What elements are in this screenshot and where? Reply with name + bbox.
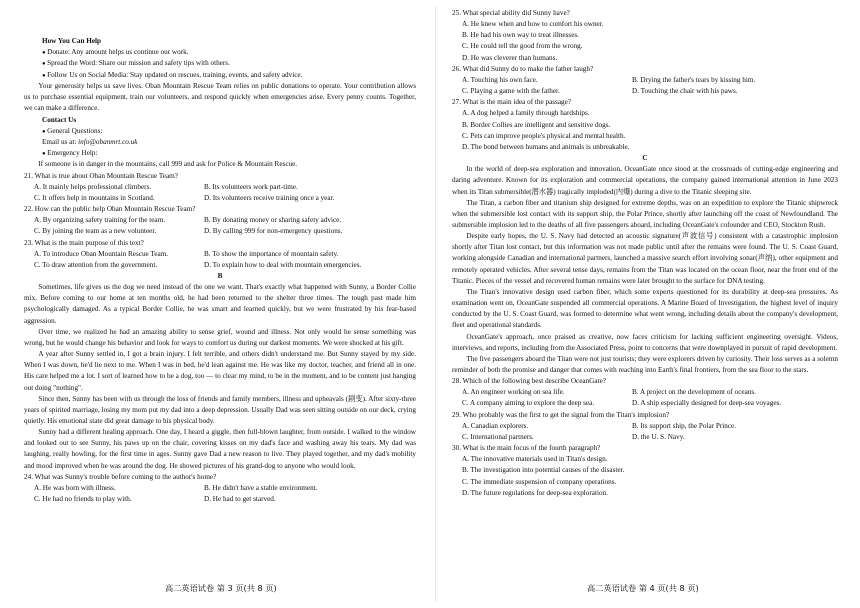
q23-option-b: B. To show the importance of mountain safety.: [204, 249, 339, 258]
q21-row-ab: [24, 182, 416, 193]
q29-row-cd: [452, 432, 838, 443]
q27-option-c: C. Pets can improve people's physical and mental health.: [462, 131, 626, 140]
q22-option-a: A. By organizing safety training for the team.: [34, 216, 166, 225]
q29-option-b: B. Its support ship, the Polar Prince.: [632, 421, 737, 430]
q26-option-a: A. Touching his own face.: [462, 75, 538, 84]
email-label: Email us at:: [42, 137, 77, 146]
q29-option-c: C. International partners.: [462, 432, 534, 441]
q28-option-d: D. A ship especially designed for deep-sea voyages.: [632, 399, 782, 408]
c-paragraph-4: The Titan's innovative design used carbon fiber, which some experts questioned for its durability at deep-sea pressures. As examination went on, OceanGate suspended all commercial operations. A Marine Board of Investigation, the highest level of inquiry conducted by the U. S. Coast Guard, was formed to determine what went wrong, including details about the company's development, fleet and operational standards.: [452, 287, 838, 330]
c-paragraph-6: The five passengers aboard the Titan were not just tourists; they were explorers driven by curiosity. Their loss serves as a solemn reminder of both the promise and danger that comes with reaching into Earth's final frontiers, from the sea floor to the stars.: [452, 354, 838, 374]
c-paragraph-5: OceanGate's approach, once praised as creative, now faces criticism for lacking sufficient engineering oversight. Videos, interviews, and reports, including from the Associated Press, point to concerns that were downplayed in pursuit of rapid development.: [452, 332, 838, 352]
q28-row-ab: [452, 387, 838, 398]
q25-option-c: C. He could tell the good from the wrong.: [462, 42, 583, 51]
q24-row-ab: [24, 483, 416, 494]
section-b-heading: B: [217, 271, 223, 280]
q21-option-c: C. It offers help in mountains in Scotland.: [34, 193, 155, 202]
page-4-column: [452, 8, 838, 499]
q27-stem: 27. What is the main idea of the passage?: [452, 98, 572, 107]
email-line: [24, 137, 416, 148]
c-paragraph-3: Despite early hopes, the U. S. Navy had detected an acoustic signature(声波信号) consistent with a catastrophic implosion shortly after Titan lost contact, but this information was not made public until after the remains were found. The U. S. Coast Guard, working alongside Canadian and international partners, launched a massive search effort involving sonar(声纳), other equipment and remotely operated vehicles. After several tense days, remains from the Titan was located on the ocean floor, near the front end of the Titanic. Pieces of the vessel and recovered human remains were later brought to the surface for DNA testing.: [452, 232, 838, 285]
q21-row-cd: [24, 193, 416, 204]
page-3-column: [24, 36, 416, 505]
q24-option-c: C. He had no friends to play with.: [34, 495, 132, 504]
q30-option-b: B. The investigation into potential causes of the disaster.: [462, 466, 625, 475]
c-paragraph-1: In the world of deep-sea exploration and innovation, OceanGate once stood at the crossroads of cutting-edge engineering and daring adventure. Known for its exploration and commercial operations, the company gained international attention in June 2023 when its Titan submersible(潜水器) tragically imploded(内爆) during a dive to the Titanic sleeping site.: [452, 165, 838, 196]
q23-option-c: C. To draw attention from the government.: [34, 260, 158, 269]
q28-option-a: A. An engineer working on sea life.: [462, 388, 565, 397]
q23-stem: 23. What is the main purpose of this text?: [24, 238, 144, 247]
q21-option-d: D. Its volunteers receive training once a year.: [204, 193, 335, 202]
q23-option-a: A. To introduce Oban Mountain Rescue Team.: [34, 249, 169, 258]
q29-option-d: D. the U. S. Navy.: [632, 432, 685, 441]
q26-stem: 26. What did Sunny do to make the father laugh?: [452, 64, 594, 73]
q30-option-d: D. The future regulations for deep-sea exploration.: [462, 488, 608, 497]
q24-option-b: B. He didn't have a stable environment.: [204, 483, 318, 492]
q24-option-a: A. He was born with illness.: [34, 483, 116, 492]
q21-stem: 21. What is true about Oban Mountain Rescue Team?: [24, 171, 178, 180]
q24-row-cd: [24, 494, 416, 505]
q28-option-c: C. A company aiming to explore the deep sea.: [462, 399, 595, 408]
page-divider: [435, 6, 436, 602]
q28-stem: 28. Which of the following best describe OceanGate?: [452, 377, 606, 386]
help-item-social: ● Follow Us on Social Media: Stay updated on rescues, training, events, and safety advice.: [24, 70, 416, 81]
help-item-spread: ● Spread the Word: Share our mission and safety tips with others.: [24, 58, 416, 69]
q28-row-cd: [452, 398, 838, 409]
q27-option-b: B. Border Collies are intelligent and sensitive dogs.: [462, 120, 611, 129]
q23-row-ab: [24, 249, 416, 260]
q23-option-d: D. To explain how to deal with mountain emergencies.: [204, 260, 362, 269]
q27-option-a: A. A dog helped a family through hardships.: [462, 109, 590, 118]
c-paragraph-2: The Titan, a carbon fiber and titanium ship designed for extreme depths, was on an expedition to explore the Titanic shipwreck when the submersible lost contact with its support ship, the Polar Prince, shortly after launching off the coast of Newfoundland. The submersible implosion led to the deaths of all five passengers aboard, including OceanGate's cofounder and CEO, Stockton Rush.: [452, 198, 838, 229]
q25-option-a: A. He knew when and how to comfort his owner.: [462, 20, 604, 29]
q27-option-d: D. The bond between humans and animals is unbreakable.: [462, 142, 630, 151]
section-c-heading: C: [642, 154, 648, 163]
emergency-help-label: ● Emergency Help:: [24, 148, 416, 159]
b-paragraph-3: A year after Sunny settled in, I got a brain injury. I felt terrible, and others didn't understand me. But Sunny stayed by my side. When I was down, he'd lie next to me. When I was in bed, he'd lean against me. He was like my doctor, teacher, and friend all in one. His care helped me a lot. I sort of learned how to be a dog, too — to clear my mind, to be in the moment, and to be content just hanging out doing "nothing".: [24, 350, 416, 392]
q26-option-b: B. Drying the father's tears by kissing him.: [632, 75, 756, 84]
q22-option-d: D. By calling 999 for non-emergency questions.: [204, 227, 343, 236]
q29-option-a: A. Canadian explorers.: [462, 421, 529, 430]
help-heading: How You Can Help: [42, 37, 102, 45]
b-paragraph-1: Sometimes, life gives us the dog we need instead of the one we want. That's exactly what happened with Sunny, a Border Collie mix. Before coming to our home at ten months old, he had been returned to the shelter three times. The tough past made him psychologically damaged. As a typical Border Collie, he was smart and learned quickly, but we were frustrated by his fear-based aggression.: [24, 283, 416, 325]
q21-option-b: B. Its volunteers work part-time.: [204, 182, 298, 191]
q22-option-c: C. By joining the team as a new volunteer.: [34, 227, 157, 236]
q26-row-cd: [452, 86, 838, 97]
q28-option-b: B. A project on the development of oceans.: [632, 388, 756, 397]
q21-option-a: A. It mainly helps professional climbers.: [34, 182, 152, 191]
email-address: info@obanmrt.co.uk: [78, 137, 138, 146]
q26-option-d: D. Touching the chair with his paws.: [632, 87, 738, 96]
q30-option-a: A. The innovative materials used in Titan's design.: [462, 455, 608, 464]
b-paragraph-5: Sunny had a different healing approach. One day, I heard a giggle, then full-blown laughter, from outside. I walked to the window and looked out to see Sunny, his paws up on the chair, covering kisses on my dad's face and washing away his tears. My dad was laughing, really howling, for the first time in ages. Sunny gave Dad a new reason to live. They played together, and my dad's mobility and mood improved when he was around the dog. He showed pictures of his grand-dog to anyone who would look.: [24, 428, 416, 470]
general-questions-label: ● General Questions:: [24, 126, 416, 137]
q26-option-c: C. Playing a game with the father.: [462, 87, 560, 96]
q29-stem: 29. Who probably was the first to get the signal from the Titan's implosion?: [452, 410, 670, 419]
q30-stem: 30. What is the main focus of the fourth paragraph?: [452, 444, 601, 453]
page-3-footer: 高二英语试卷 第 3 页(共 8 页): [165, 583, 277, 593]
q30-option-c: C. The immediate suspension of company operations.: [462, 477, 617, 486]
q23-row-cd: [24, 260, 416, 271]
q22-stem: 22. How can the public help Oban Mountain Rescue Team?: [24, 205, 196, 214]
q25-option-b: B. He had his own way to treat illnesses.: [462, 31, 579, 40]
q22-row-cd: [24, 226, 416, 237]
help-item-donate: ● Donate: Any amount helps us continue our work.: [24, 47, 416, 58]
danger-paragraph: If someone is in danger in the mountains, call 999 and ask for Police & Mountain Rescue.: [38, 160, 298, 169]
b-paragraph-2: Over time, we realized he had an amazing ability to sense grief, wound and illness. Not only would he sense something was wrong, but he would change his behavior and look for ways to comfort us during our darkest moments. We were shocked at his gift.: [24, 327, 416, 347]
q25-stem: 25. What special ability did Sunny have?: [452, 9, 570, 17]
q29-row-ab: [452, 421, 838, 432]
b-paragraph-4: Since then, Sunny has been with us through the loss of friends and family members, illness and upheavals (剧变). After sixty-three years of spirited marriage, losing my mom put my dad into a deep depression. Usually Dad was seen sitting outside on our deck, crying quietly. His emotional state did great damage to his physical body.: [24, 394, 416, 426]
page-4-footer: 高二英语试卷 第 4 页(共 8 页): [587, 583, 699, 593]
generosity-paragraph: Your generosity helps us save lives. Oban Mountain Rescue Team relies on public donations to operate. Your contribution allows us to purchase essential equipment, train our volunteers, and respond quickly when emergencies arise. Every penny counts. Together, we can make a difference.: [24, 82, 416, 113]
q22-row-ab: [24, 215, 416, 226]
contact-heading: Contact Us: [42, 115, 77, 124]
q24-stem: 24. What was Sunny's trouble before coming to the author's home?: [24, 472, 217, 481]
q22-option-b: B. By donating money or sharing safety advice.: [204, 216, 342, 225]
q25-option-d: D. He was cleverer than humans.: [462, 53, 558, 62]
q26-row-ab: [452, 75, 838, 86]
q24-option-d: D. He had to get starved.: [204, 495, 276, 504]
